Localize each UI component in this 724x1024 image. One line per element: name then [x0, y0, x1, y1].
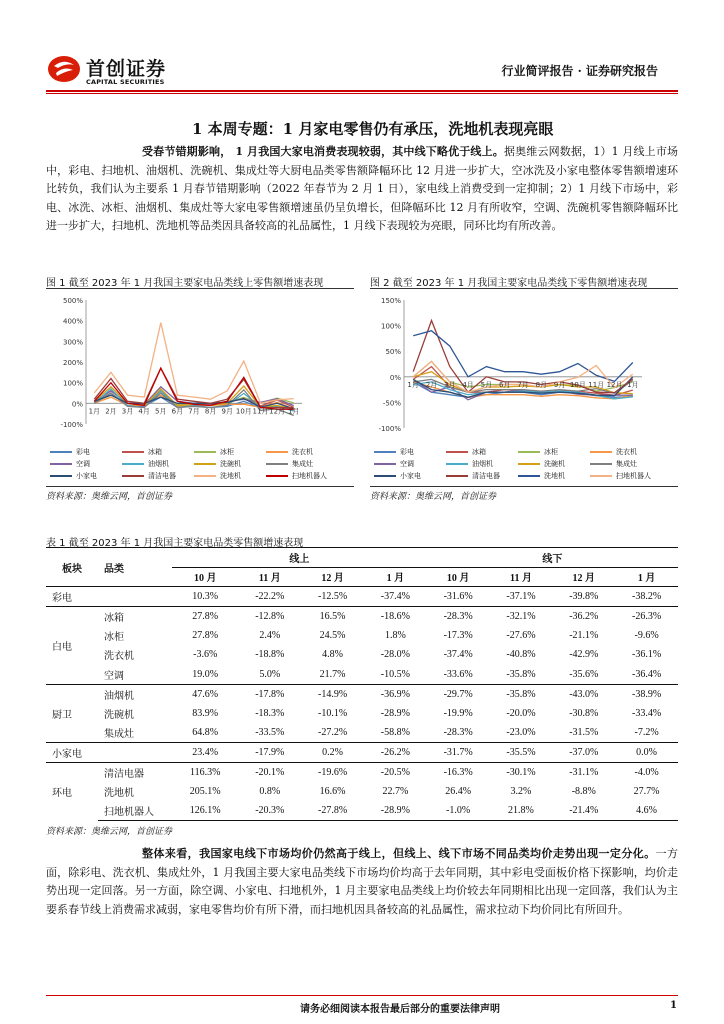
- legend-swatch: [194, 463, 216, 465]
- legend-item: [50, 447, 90, 457]
- value-cell: 10.3%: [192, 590, 219, 602]
- legend-swatch: [518, 475, 540, 477]
- value-cell: -22.2%: [255, 590, 285, 602]
- value-cell: -39.8%: [569, 590, 599, 602]
- value-cell: 64.8%: [192, 727, 219, 738]
- x-tick-label: 5月: [155, 407, 167, 416]
- table-row: [46, 723, 678, 743]
- value-cell: -26.2%: [364, 743, 427, 763]
- category-cell: 清洁电器: [98, 762, 172, 782]
- value-cell: -32.1%: [490, 606, 553, 626]
- category-cell: 冰柜: [104, 631, 124, 643]
- fig1-title: 图 1 截至 2023 年 1 月我国主要家电品类线上零售额增速表现: [46, 278, 324, 289]
- value-cell: -21.4%: [552, 801, 615, 821]
- value-cell: -18.6%: [364, 606, 427, 626]
- growth-table: [46, 547, 678, 821]
- value-cell: -10.5%: [380, 668, 410, 680]
- header-divider-thin: [46, 93, 678, 94]
- legend-item: [194, 447, 234, 457]
- legend-swatch: [50, 451, 72, 453]
- value-cell: 27.8%: [192, 629, 219, 641]
- value-cell: -28.3%: [443, 727, 473, 738]
- y-tick-label: 400%: [62, 317, 83, 326]
- legend-item: [194, 459, 241, 469]
- value-cell: -36.1%: [632, 649, 662, 661]
- legend-swatch: [194, 451, 216, 453]
- board-cell: 彩电: [52, 592, 72, 604]
- board-cell: 厨卫: [46, 684, 98, 743]
- legend-label: 冰柜: [220, 448, 234, 456]
- legend-label: 洗碗机: [220, 460, 241, 468]
- value-cell: 0.8%: [259, 785, 281, 797]
- col-offline: 线下: [427, 548, 678, 568]
- value-cell: -26.3%: [615, 606, 678, 626]
- legend-item: [590, 471, 651, 481]
- value-cell: -20.1%: [238, 762, 301, 782]
- value-cell: 16.6%: [319, 785, 346, 797]
- legend-item: [266, 447, 313, 457]
- legend-label: 洗衣机: [292, 448, 313, 456]
- logo-subtext: CAPITAL SECURITIES: [86, 78, 165, 86]
- x-tick-label: 1月: [88, 407, 101, 416]
- table-title: 表 1 截至 2023 年 1 月我国主要家电品类零售额增速表现: [46, 538, 304, 549]
- category-cell: 扫地机器人: [98, 801, 172, 821]
- value-cell: -30.1%: [490, 762, 553, 782]
- value-cell: -43.0%: [552, 684, 615, 704]
- legend-swatch: [374, 463, 396, 465]
- legend-swatch: [518, 451, 540, 453]
- category-cell: [98, 743, 172, 763]
- table-row: [46, 684, 678, 704]
- value-cell: -38.9%: [615, 684, 678, 704]
- legend-swatch: [122, 463, 144, 465]
- board-cell: 环电: [46, 762, 98, 821]
- report-type: 行业简评报告 · 证券研究报告: [501, 64, 658, 78]
- page-header: [46, 50, 676, 92]
- value-cell: -28.3%: [427, 606, 490, 626]
- x-tick-label: 6月: [498, 380, 511, 389]
- category-cell: [98, 587, 172, 607]
- table-row: [46, 645, 678, 665]
- value-cell: -37.4%: [380, 590, 410, 602]
- y-tick-label: 100%: [62, 379, 83, 388]
- value-cell: 27.7%: [633, 785, 660, 797]
- legend-label: 空调: [400, 460, 414, 468]
- legend-item: [446, 471, 500, 481]
- legend-swatch: [446, 451, 468, 453]
- value-cell: -14.9%: [301, 684, 364, 704]
- legend-item: [266, 459, 313, 469]
- x-tick-label: 3月: [121, 407, 134, 416]
- legend-swatch: [374, 475, 396, 477]
- legend-label: 洗地机: [544, 472, 565, 480]
- value-cell: -17.3%: [443, 629, 473, 641]
- legend-label: 洗衣机: [616, 448, 637, 456]
- legend-label: 小家电: [400, 472, 421, 480]
- x-tick-label: 7月: [517, 380, 529, 389]
- value-cell: -30.8%: [569, 707, 599, 719]
- x-tick-label: 1月: [407, 380, 419, 389]
- legend-label: 彩电: [76, 448, 90, 456]
- table-row: [46, 704, 678, 724]
- value-cell: -23.0%: [506, 727, 536, 738]
- value-cell: -31.7%: [427, 743, 490, 763]
- legend-item: [374, 459, 414, 469]
- legend-label: 扫地机器人: [616, 472, 651, 480]
- value-cell: -17.9%: [238, 743, 301, 763]
- value-cell: 0.0%: [615, 743, 678, 763]
- y-tick-label: -50%: [382, 399, 401, 408]
- value-cell: -28.9%: [380, 707, 410, 719]
- logo-icon: [46, 54, 82, 84]
- value-cell: 26.4%: [445, 785, 472, 797]
- value-cell: -28.0%: [380, 649, 410, 661]
- y-tick-label: 300%: [62, 338, 83, 347]
- y-tick-label: 500%: [62, 297, 83, 305]
- x-tick-label: 10月: [569, 380, 586, 389]
- x-tick-label: 1月: [287, 407, 300, 416]
- legend-swatch: [122, 475, 144, 477]
- value-cell: -19.6%: [301, 762, 364, 782]
- table-row: [46, 743, 678, 763]
- value-cell: -9.6%: [634, 629, 659, 641]
- legend-swatch: [518, 463, 540, 465]
- value-cell: 24.5%: [319, 629, 346, 641]
- value-cell: 21.8%: [490, 801, 553, 821]
- category-cell: 油烟机: [98, 684, 172, 704]
- month-header: 1 月: [364, 567, 427, 587]
- x-tick-label: 3月: [444, 380, 456, 389]
- legend-item: [194, 471, 241, 481]
- value-cell: 126.1%: [172, 801, 238, 821]
- value-cell: 4.6%: [615, 801, 678, 821]
- table-row: [46, 782, 678, 802]
- x-tick-label: 2月: [105, 407, 117, 416]
- x-tick-label: 4月: [138, 407, 150, 416]
- legend-label: 清洁电器: [472, 472, 500, 480]
- fig2-chart: [370, 292, 678, 442]
- table-source: 资料来源：奥维云网，首创证券: [46, 827, 173, 837]
- legend-swatch: [590, 463, 612, 465]
- legend-item: [518, 447, 558, 457]
- x-tick-label: 2月: [425, 380, 438, 389]
- legend-label: 清洁电器: [148, 472, 176, 480]
- intro-lead: 受春节错期影响， 1 月我国大家电消费表现较弱，其中线下略优于线上。: [142, 145, 504, 158]
- category-cell: 集成灶: [104, 729, 134, 740]
- legend-item: [50, 459, 90, 469]
- value-cell: -10.1%: [318, 707, 348, 719]
- fig2-legend: [374, 447, 678, 483]
- category-cell: 洗地机: [104, 787, 134, 799]
- value-cell: -19.9%: [443, 707, 473, 719]
- value-cell: -27.2%: [318, 727, 348, 738]
- legend-item: [266, 471, 327, 481]
- value-cell: 23.4%: [172, 743, 238, 763]
- value-cell: -20.3%: [238, 801, 301, 821]
- legend-swatch: [194, 475, 216, 477]
- legend-swatch: [50, 475, 72, 477]
- category-cell: 冰箱: [98, 606, 172, 626]
- legend-item: [122, 447, 162, 457]
- value-cell: -7.2%: [634, 727, 659, 738]
- month-header: 11 月: [490, 567, 553, 587]
- category-cell: 空调: [104, 670, 124, 682]
- legend-swatch: [266, 463, 288, 465]
- y-tick-label: -100%: [378, 425, 401, 433]
- category-cell: 洗碗机: [104, 709, 134, 721]
- value-cell: -21.1%: [569, 629, 599, 641]
- legend-label: 冰箱: [472, 448, 486, 456]
- x-tick-label: 9月: [553, 380, 566, 389]
- x-tick-label: 12月: [269, 407, 286, 416]
- value-cell: -17.8%: [238, 684, 301, 704]
- y-tick-label: 200%: [62, 359, 83, 367]
- value-cell: 19.0%: [192, 668, 219, 680]
- x-tick-label: 8月: [535, 380, 548, 389]
- x-tick-label: 11月: [252, 407, 269, 416]
- fig1-chart: [46, 292, 354, 442]
- summary-paragraph: [46, 845, 678, 919]
- value-cell: 205.1%: [189, 785, 221, 797]
- value-cell: -37.0%: [552, 743, 615, 763]
- legend-swatch: [590, 451, 612, 453]
- fig2-source-rule: [370, 486, 678, 487]
- section-title: 1 本周专题：1 月家电零售仍有承压，洗地机表现亮眼: [192, 120, 554, 138]
- table-row: [46, 801, 678, 821]
- fig2-source: 资料来源：奥维云网，首创证券: [370, 492, 497, 502]
- value-cell: -12.8%: [238, 606, 301, 626]
- value-cell: -33.5%: [255, 727, 285, 738]
- value-cell: -12.5%: [318, 590, 348, 602]
- legend-item: [590, 447, 637, 457]
- value-cell: 116.3%: [172, 762, 238, 782]
- legend-label: 集成灶: [616, 460, 637, 468]
- value-cell: -33.4%: [632, 707, 662, 719]
- table-row: [46, 665, 678, 685]
- value-cell: -33.6%: [443, 668, 473, 680]
- category-cell: 洗衣机: [104, 651, 134, 663]
- legend-swatch: [374, 451, 396, 453]
- y-tick-label: -100%: [60, 421, 83, 429]
- value-cell: 22.7%: [382, 785, 409, 797]
- value-cell: 2.4%: [259, 629, 281, 641]
- legend-swatch: [266, 451, 288, 453]
- x-tick-label: 10月: [235, 407, 252, 416]
- legend-label: 扫地机器人: [292, 472, 327, 480]
- value-cell: -31.1%: [552, 762, 615, 782]
- value-cell: -8.8%: [571, 785, 596, 797]
- value-cell: 47.6%: [172, 684, 238, 704]
- page-number: 1: [670, 1000, 677, 1011]
- legend-swatch: [590, 475, 612, 477]
- y-tick-label: 150%: [380, 297, 401, 305]
- legend-label: 洗地机: [220, 472, 241, 480]
- legend-item: [122, 459, 169, 469]
- value-cell: -16.3%: [427, 762, 490, 782]
- month-header: 12 月: [552, 567, 615, 587]
- value-cell: -29.7%: [427, 684, 490, 704]
- col-category: 品类: [98, 548, 172, 587]
- x-tick-label: 12月: [606, 380, 623, 389]
- legend-swatch: [122, 451, 144, 453]
- value-cell: 21.7%: [319, 668, 346, 680]
- y-tick-label: 0%: [71, 400, 83, 409]
- fig2-rule: [370, 288, 678, 289]
- footer-divider: [46, 995, 678, 996]
- legend-item: [446, 447, 486, 457]
- value-cell: -18.3%: [255, 707, 285, 719]
- intro-text: 据奥维云网数据，1）1 月线上市场中，彩电、扫地机、油烟机、洗碗机、集成灶等大厨电品类零售额降幅环比 12 月进一步扩大，空冰洗及小家电整体零售额增速环比转负，我们认为主要系 1 月春节错期影响（2022 年春节为 2 月 1 日），家电线上消费受到一定抑制；2）1 月线下市场中，彩电、冰洗、冰柜、油烟机、集成灶等大家电零售额增速虽仍呈负增长，但降幅环比 12 月有所收窄，空调、洗碗机零售额降幅环比进一步扩大，扫地机、洗地机等品类因具备较高的礼品属性，1 月线下表现较为亮眼，同环比均有所改善。: [46, 145, 679, 232]
- value-cell: -20.0%: [506, 707, 536, 719]
- table-row: [46, 606, 678, 626]
- value-cell: -58.8%: [380, 727, 410, 738]
- value-cell: -36.4%: [632, 668, 662, 680]
- month-header: 1 月: [615, 567, 678, 587]
- legend-item: [122, 471, 176, 481]
- logo-text: 首创证券: [86, 58, 167, 80]
- legend-label: 油烟机: [148, 460, 169, 468]
- value-cell: -38.2%: [632, 590, 662, 602]
- value-cell: -31.6%: [443, 590, 473, 602]
- board-cell: 小家电: [46, 743, 98, 763]
- fig1-legend: [50, 447, 354, 483]
- legend-item: [374, 471, 421, 481]
- legend-swatch: [446, 475, 468, 477]
- x-tick-label: 8月: [204, 407, 217, 416]
- value-cell: -42.9%: [569, 649, 599, 661]
- value-cell: 83.9%: [192, 707, 219, 719]
- legend-label: 油烟机: [472, 460, 493, 468]
- value-cell: -4.0%: [615, 762, 678, 782]
- col-online: 线上: [172, 548, 427, 568]
- fig1-source: 资料来源：奥维云网，首创证券: [46, 492, 173, 502]
- x-tick-label: 4月: [462, 380, 474, 389]
- legend-item: [590, 459, 637, 469]
- legend-item: [518, 459, 565, 469]
- fig2-title: 图 2 截至 2023 年 1 月我国主要家电品类线下零售额增速表现: [370, 278, 648, 289]
- legend-label: 冰箱: [148, 448, 162, 456]
- value-cell: -28.9%: [364, 801, 427, 821]
- header-divider: [46, 90, 678, 92]
- x-tick-label: 7月: [188, 407, 200, 416]
- table-row: [46, 626, 678, 646]
- x-tick-label: 1月: [627, 380, 639, 389]
- value-cell: -35.8%: [490, 684, 553, 704]
- board-cell: 白电: [46, 606, 98, 684]
- value-cell: -37.4%: [443, 649, 473, 661]
- col-board: 板块: [46, 548, 98, 587]
- value-cell: -27.8%: [301, 801, 364, 821]
- legend-swatch: [266, 475, 288, 477]
- x-tick-label: 5月: [480, 380, 493, 389]
- fig1-source-rule: [46, 486, 354, 487]
- legend-swatch: [446, 463, 468, 465]
- intro-paragraph: [46, 143, 678, 236]
- month-header: 12 月: [301, 567, 364, 587]
- value-cell: 4.8%: [322, 649, 343, 661]
- month-header: 10 月: [427, 567, 490, 587]
- legend-item: [446, 459, 493, 469]
- fig1-rule: [46, 288, 354, 289]
- value-cell: -35.8%: [506, 668, 536, 680]
- value-cell: -37.1%: [506, 590, 536, 602]
- legal-notice: 请务必细阅读本报告最后部分的重要法律声明: [300, 1004, 500, 1015]
- legend-item: [50, 471, 97, 481]
- value-cell: -36.2%: [552, 606, 615, 626]
- month-header: 11 月: [238, 567, 301, 587]
- value-cell: -20.5%: [364, 762, 427, 782]
- legend-label: 彩电: [400, 448, 414, 456]
- value-cell: -1.0%: [427, 801, 490, 821]
- y-tick-label: 50%: [385, 348, 401, 357]
- legend-item: [518, 471, 565, 481]
- summary-lead: 整体来看，我国家电线下市场均价仍然高于线上，但线上、线下市场不同品类均价走势出现一定分化。: [142, 847, 656, 860]
- y-tick-label: 100%: [380, 322, 401, 331]
- value-cell: -36.9%: [364, 684, 427, 704]
- value-cell: -18.8%: [255, 649, 285, 661]
- table-row: [46, 587, 678, 607]
- summary-text: 一方面，除彩电、洗衣机、集成灶外，1 月我国主要大家电品类线下市场均价均高于去年同期，其中彩电受面板价格下探影响，均价走势出现一定回落。另一方面，除空调、小家电、扫地机外，1 月主要家电品类线上均价较去年同期相比出现一定回落，我们认为主要系春节线上消费需求减弱，家电零售均价有所下滑，而扫地机因具备较高的礼品属性，需求拉动下均价同比有所回升。: [46, 847, 679, 916]
- value-cell: -3.6%: [193, 649, 218, 661]
- x-tick-label: 11月: [588, 380, 605, 389]
- x-tick-label: 6月: [171, 407, 184, 416]
- value-cell: 5.0%: [259, 668, 281, 680]
- value-cell: 16.5%: [301, 606, 364, 626]
- legend-swatch: [50, 463, 72, 465]
- legend-label: 空调: [76, 460, 90, 468]
- value-cell: 0.2%: [301, 743, 364, 763]
- legend-label: 冰柜: [544, 448, 558, 456]
- table-row: [46, 762, 678, 782]
- value-cell: 27.8%: [172, 606, 238, 626]
- month-header: 10 月: [172, 567, 238, 587]
- value-cell: 1.8%: [384, 629, 406, 641]
- legend-item: [374, 447, 414, 457]
- x-tick-label: 9月: [221, 407, 233, 416]
- legend-label: 小家电: [76, 472, 97, 480]
- value-cell: -27.6%: [506, 629, 536, 641]
- legend-label: 洗碗机: [544, 460, 565, 468]
- value-cell: 3.2%: [510, 785, 532, 797]
- series-line-11: [94, 323, 293, 403]
- value-cell: -35.5%: [490, 743, 553, 763]
- value-cell: -40.8%: [506, 649, 536, 661]
- value-cell: -35.6%: [569, 668, 599, 680]
- legend-label: 集成灶: [292, 460, 313, 468]
- y-tick-label: 0%: [389, 373, 401, 382]
- value-cell: -31.5%: [569, 727, 599, 738]
